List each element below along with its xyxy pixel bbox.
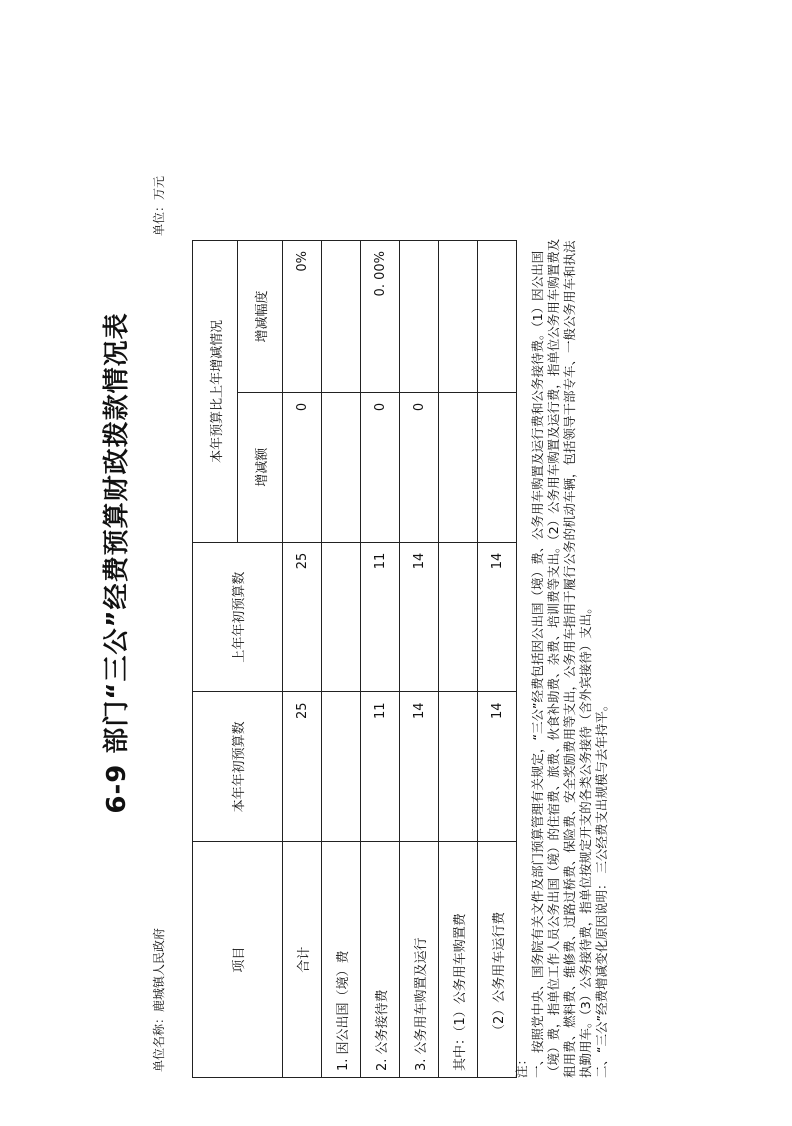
header-current-year: 本年年初预算数: [193, 692, 283, 842]
notes-heading: 注：: [514, 1052, 529, 1078]
cell-last: [322, 542, 361, 692]
table-row: [322, 241, 361, 1078]
cell-amount: [478, 392, 517, 542]
cell-amount: 0: [400, 392, 439, 542]
cell-current: 14: [400, 692, 439, 842]
row-label: 1. 因公出国（境）费: [322, 842, 361, 1078]
cell-last: 14: [400, 542, 439, 692]
notes-paragraph-1: 一、按照党中央、国务院有关文件及部门预算管理有关规定，“三公”经费包括因公出国（境）费、公务用车购置及运行费和公务接待费。（1）因公出国（境）费，指单位工作人员公务出国（境）的住宿费、旅费、伙食补助费、杂费、培训费等支出。（2）公务用车购置及运行费，指单位公务用车购置费及租用费、燃料费、维修费、过路过桥费、保险费、安全奖励费用等支出，公务用车指用于履行公务的机动车辆，包括领导干部专车、一般公务用车和执法执勤用车。（3）公务接待费，指单位按规定开支的各类公务接待（含外宾接待）支出。: [530, 238, 593, 1078]
cell-last: 14: [478, 542, 517, 692]
page-title: 6-9 部门“三公”经费预算财政拨款情况表: [102, 312, 132, 814]
cell-amount: 0: [283, 392, 322, 542]
unit-label: 单位：万元: [152, 175, 166, 236]
cell-last: 25: [283, 542, 322, 692]
cell-amount: [322, 392, 361, 542]
header-last-year: 上年年初预算数: [193, 542, 283, 692]
cell-rate: [478, 241, 517, 393]
row-label: 合计: [283, 842, 322, 1078]
cell-current: [322, 692, 361, 842]
cell-amount: [439, 392, 478, 542]
cell-last: 11: [361, 542, 400, 692]
header-item: 项目: [193, 842, 283, 1078]
header-change-amount: 增减额: [238, 392, 283, 542]
cell-current: [439, 692, 478, 842]
cell-rate: 0. 00%: [361, 241, 400, 393]
header-change-rate: 增减幅度: [238, 241, 283, 393]
table-row: [400, 241, 439, 1078]
row-label: 其中：（1）公务用车购置费: [439, 842, 478, 1078]
table-row: [478, 241, 517, 1078]
unit-name: 单位名称：鹿城镇人民政府: [152, 927, 166, 1072]
notes-section: [514, 238, 610, 1078]
cell-current: 11: [361, 692, 400, 842]
budget-table: [192, 240, 517, 1078]
table-row: [361, 241, 400, 1078]
header-change-group: 本年预算比上年增减情况: [193, 241, 238, 543]
cell-rate: 0%: [283, 241, 322, 393]
cell-rate: [322, 241, 361, 393]
row-label: 3. 公务用车购置及运行: [400, 842, 439, 1078]
table-row: [439, 241, 478, 1078]
cell-current: 25: [283, 692, 322, 842]
table-row: [283, 241, 322, 1078]
cell-rate: [439, 241, 478, 393]
cell-rate: [400, 241, 439, 393]
cell-amount: 0: [361, 392, 400, 542]
row-label: 2. 公务接待费: [361, 842, 400, 1078]
cell-current: 14: [478, 692, 517, 842]
notes-paragraph-2: 二、“三公”经费增减变化原因说明： 三公经费支出规模与去年持平。: [594, 698, 609, 1078]
cell-last: [439, 542, 478, 692]
row-label: （2）公务用车运行费: [478, 842, 517, 1078]
